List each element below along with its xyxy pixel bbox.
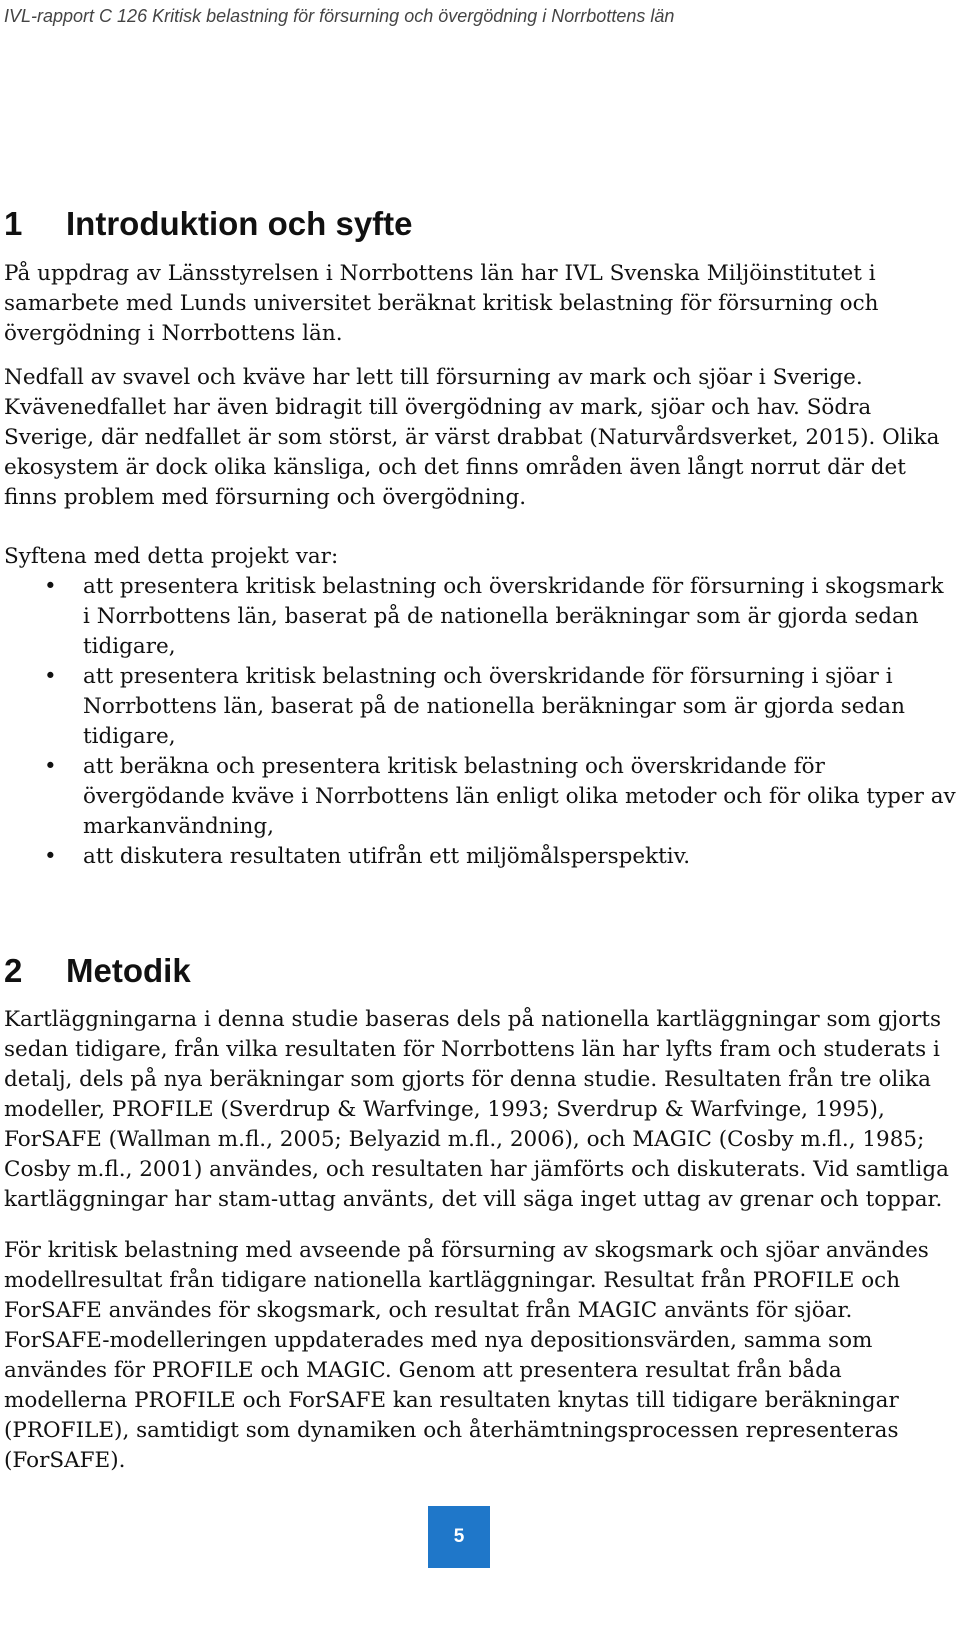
bullet-icon: • xyxy=(44,574,57,599)
list-item-text: att diskutera resultaten utifrån ett miljömålsperspektiv. xyxy=(83,844,691,869)
section-heading-introduction xyxy=(4,205,413,243)
list-item xyxy=(4,572,956,662)
running-header: IVL-rapport C 126 Kritisk belastning för försurning och övergödning i Norrbottens län xyxy=(4,6,675,26)
bullet-icon: • xyxy=(44,844,57,869)
paragraph-assignment: På uppdrag av Länsstyrelsen i Norrbottens län har IVL Svenska Miljöinstitutet i samarbete med Lunds universitet beräknat kritisk belastning för försurning och övergödning i Norrbottens län. xyxy=(4,261,879,346)
section-title: Introduktion och syfte xyxy=(66,205,413,242)
bullet-icon: • xyxy=(44,664,57,689)
section-number: 2 xyxy=(4,952,23,989)
section-heading-methods xyxy=(4,952,191,990)
list-item-text: att presentera kritisk belastning och överskridande för försurning i sjöar i Norrbottens län, baserat på de nationella beräkningar som är gjorda sedan tidigare, xyxy=(83,664,905,749)
paragraph-critical-load: För kritisk belastning med avseende på försurning av skogsmark och sjöar användes modellresultat från tidigare nationella kartläggningar. Resultat från PROFILE och ForSAFE användes för skogsmark, och resultat från MAGIC använts för sjöar. ForSAFE-modelleringen uppdaterades med nya depositionsvärden, samma som användes för PROFILE och MAGIC. Genom att presentera resultat från båda modellerna PROFILE och ForSAFE kan resultaten knytas till tidigare beräkningar (PROFILE), samtidigt som dynamiken och återhämtningsprocessen representeras (ForSAFE). xyxy=(4,1238,929,1473)
paragraph-mappings: Kartläggningarna i denna studie baseras dels på nationella kartläggningar som gjorts sedan tidigare, från vilka resultaten för Norrbottens län har lyfts fram och studerats i detalj, dels på nya beräkningar som gjorts för denna studie. Resultaten från tre olika modeller, PROFILE (Sverdrup & Warfvinge, 1993; Sverdrup & Warfvinge, 1995), ForSAFE (Wallman m.fl., 2005; Belyazid m.fl., 2006), och MAGIC (Cosby m.fl., 1985; Cosby m.fl., 2001) användes, och resultaten har jämförts och diskuterats. Vid samtliga kartläggningar har stam-uttag använts, det vill säga inget uttag av grenar och toppar. xyxy=(4,1007,949,1212)
list-item xyxy=(4,752,956,842)
paragraph-aims-intro: Syftena med detta projekt var: xyxy=(4,544,339,569)
paragraph-deposition: Nedfall av svavel och kväve har lett till försurning av mark och sjöar i Sverige. Kvävenedfallet har även bidragit till övergödning av mark, sjöar och hav. Södra Sverige, där nedfallet är som störst, är värst drabbat (Naturvårdsverket, 2015). Olika ekosystem är dock olika känsliga, och det finns områden även långt norrut där det finns problem med försurning och övergödning. xyxy=(4,365,940,510)
aims-list xyxy=(4,572,956,872)
section-title: Metodik xyxy=(66,952,191,989)
page-number-badge: 5 xyxy=(428,1506,490,1568)
list-item xyxy=(4,842,956,872)
section-number: 1 xyxy=(4,205,23,242)
list-item xyxy=(4,662,956,752)
list-item-text: att beräkna och presentera kritisk belastning och överskridande för övergödande kväve i Norrbottens län enligt olika metoder och för olika typer av markanvändning, xyxy=(83,754,956,839)
bullet-icon: • xyxy=(44,754,57,779)
list-item-text: att presentera kritisk belastning och överskridande för försurning i skogsmark i Norrbottens län, baserat på de nationella beräkningar som är gjorda sedan tidigare, xyxy=(83,574,944,659)
